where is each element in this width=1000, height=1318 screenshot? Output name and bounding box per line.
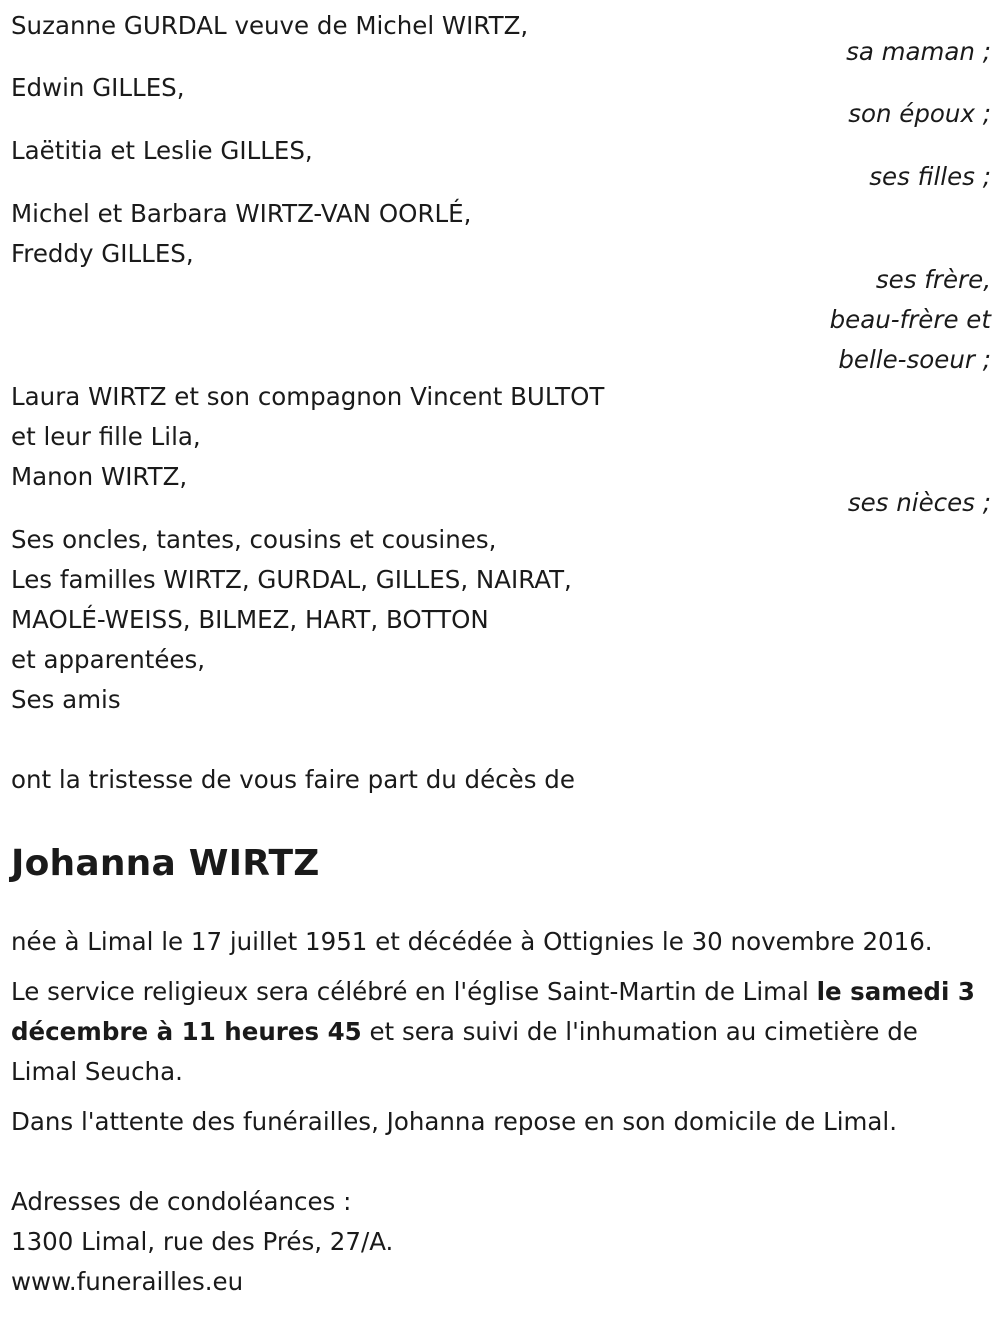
announcement-text: ont la tristesse de vous faire part du décès de <box>11 765 575 794</box>
relation-label: sa maman ; <box>846 37 991 66</box>
obituary-document <box>11 6 991 1302</box>
service-text-after: et sera suivi de l'inhumation au cimetière de Limal Seucha. <box>11 1017 918 1086</box>
condolences-website[interactable]: www.funerailles.eu <box>11 1267 244 1296</box>
deceased-name: Johanna WIRTZ <box>11 843 320 884</box>
family-group-nieces <box>11 377 991 520</box>
service-paragraph <box>11 972 986 1092</box>
family-member-line: Edwin GILLES, <box>11 73 185 102</box>
extended-family-line: Ses oncles, tantes, cousins et cousines, <box>11 525 497 554</box>
extended-family-line: et apparentées, <box>11 645 206 674</box>
condolences-title: Adresses de condoléances : <box>11 1187 352 1216</box>
extended-family <box>11 520 991 720</box>
relation-label: ses filles ; <box>869 162 991 191</box>
extended-family-line: Ses amis <box>11 685 121 714</box>
condolences-block <box>11 1182 991 1302</box>
relation-label: ses frère, <box>875 265 991 294</box>
family-member-line: Laura WIRTZ et son compagnon Vincent BULTOT <box>11 382 605 411</box>
family-group-siblings <box>11 194 991 377</box>
family-member-line: Laëtitia et Leslie GILLES, <box>11 136 313 165</box>
family-group-mother <box>11 6 991 68</box>
family-group-daughters <box>11 131 991 194</box>
relation-label: son époux ; <box>848 99 991 128</box>
service-date-time: le samedi 3 décembre à 11 heures 45 <box>11 977 975 1046</box>
family-group-husband <box>11 68 991 131</box>
service-text-before: Le service religieux sera célébré en l'église Saint-Martin de Limal <box>11 977 817 1006</box>
family-member-line: et leur fille Lila, <box>11 422 201 451</box>
family-member-line: Freddy GILLES, <box>11 239 194 268</box>
rest-text: Dans l'attente des funérailles, Johanna repose en son domicile de Limal. <box>11 1107 897 1136</box>
birth-death-text: née à Limal le 17 juillet 1951 et décédée à Ottignies le 30 novembre 2016. <box>11 927 933 956</box>
relation-label: beau-frère et <box>829 305 991 334</box>
family-member-line: Suzanne GURDAL veuve de Michel WIRTZ, <box>11 11 529 40</box>
family-member-line: Manon WIRTZ, <box>11 462 188 491</box>
relation-label: belle-soeur ; <box>838 345 991 374</box>
extended-family-line: Les familles WIRTZ, GURDAL, GILLES, NAIRAT, <box>11 565 572 594</box>
condolences-address: 1300 Limal, rue des Prés, 27/A. <box>11 1227 394 1256</box>
relation-label: ses nièces ; <box>847 488 991 517</box>
family-member-line: Michel et Barbara WIRTZ-VAN OORLÉ, <box>11 199 472 228</box>
extended-family-line: MAOLÉ-WEISS, BILMEZ, HART, BOTTON <box>11 605 489 634</box>
